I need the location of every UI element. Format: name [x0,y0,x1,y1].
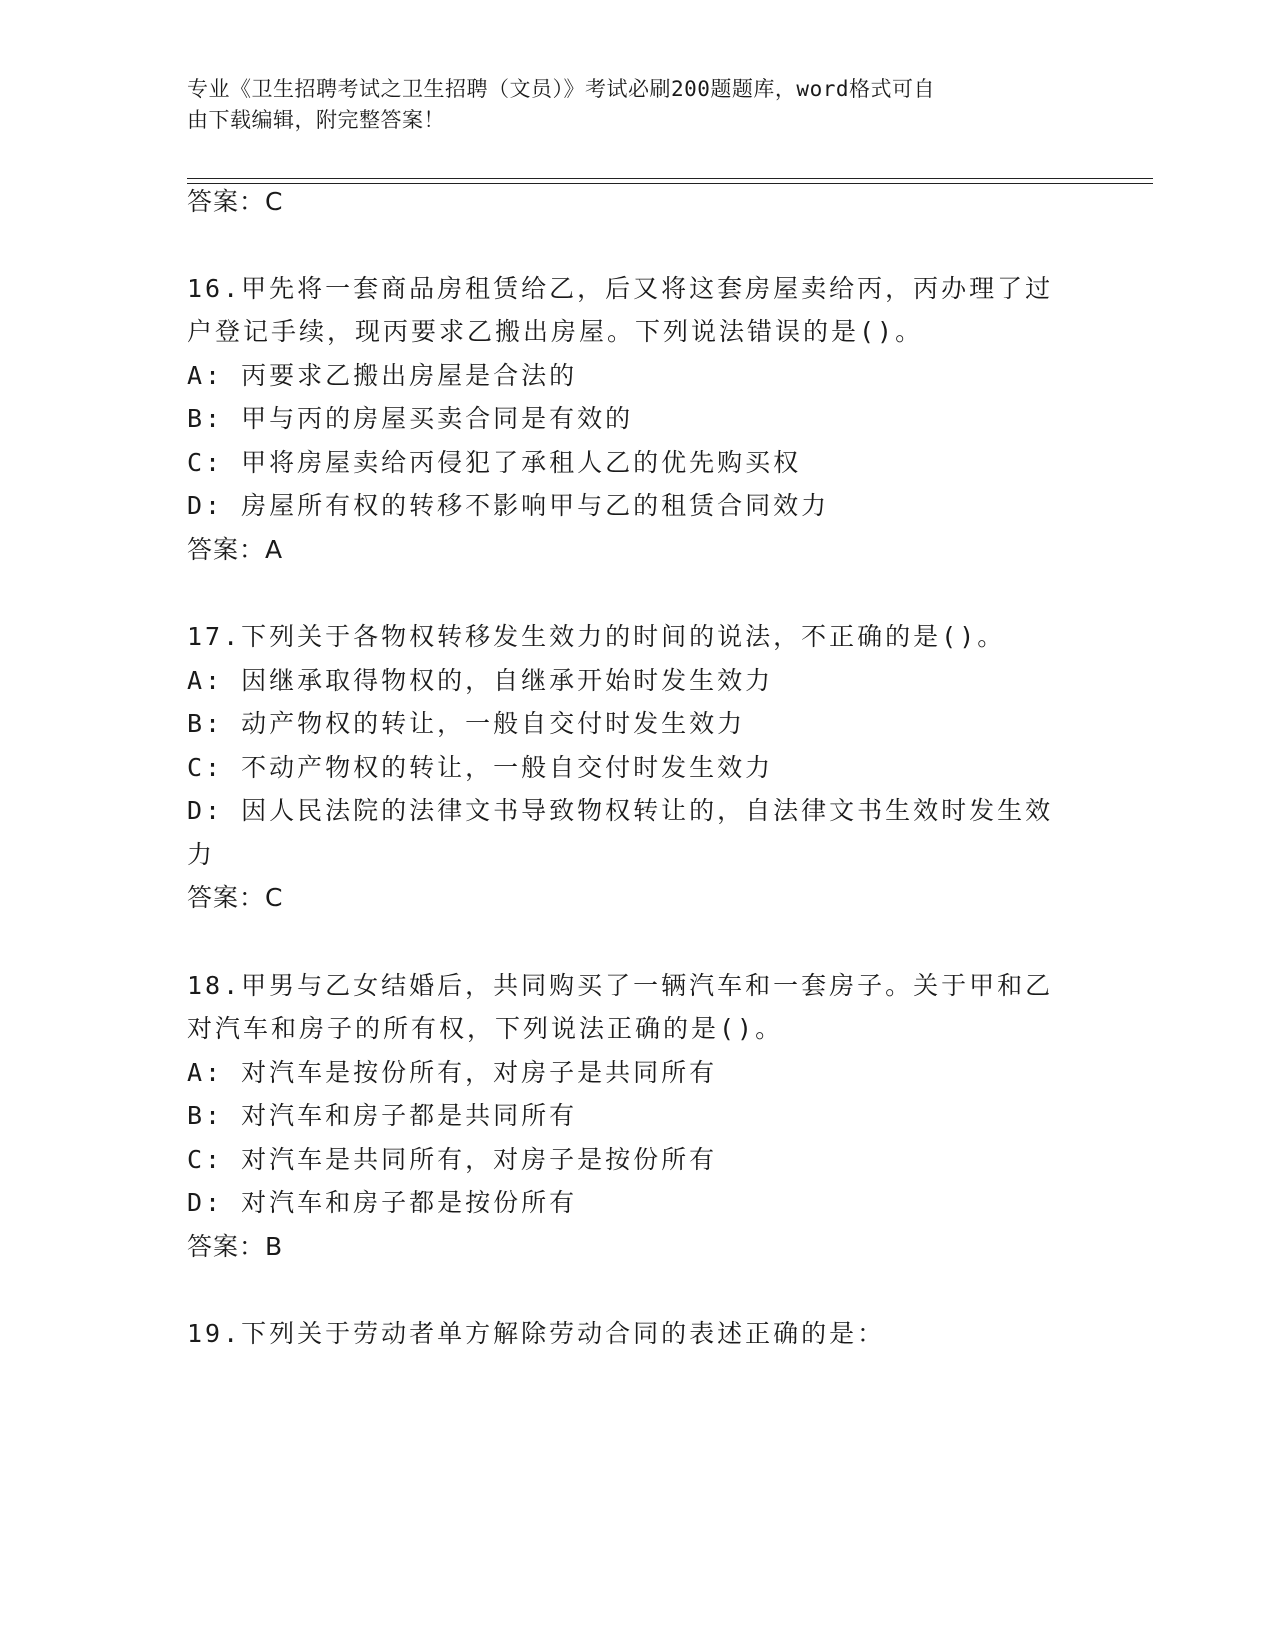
answer-15: 答案：C [187,187,284,216]
question-17-stem-line-1: 17.下列关于各物权转移发生效力的时间的说法，不正确的是()。 [187,622,1006,651]
question-18-stem-line-1: 18.甲男与乙女结婚后，共同购买了一辆汽车和一套房子。关于甲和乙 [187,971,1054,1000]
answer-17: 答案：C [187,883,284,912]
question-16-option-a: A: 丙要求乙搬出房屋是合法的 [187,361,578,390]
question-18-option-a: A: 对汽车是按份所有，对房子是共同所有 [187,1058,718,1087]
answer-18: 答案：B [187,1232,284,1261]
question-16-option-b: B: 甲与丙的房屋买卖合同是有效的 [187,404,634,433]
answer-16: 答案：A [187,535,284,564]
question-16-stem-line-2: 户登记手续，现丙要求乙搬出房屋。下列说法错误的是()。 [187,317,924,346]
question-18-stem-line-2: 对汽车和房子的所有权，下列说法正确的是()。 [187,1014,784,1043]
question-17-option-b: B: 动产物权的转让，一般自交付时发生效力 [187,709,746,738]
question-16-option-c: C: 甲将房屋卖给丙侵犯了承租人乙的优先购买权 [187,448,802,477]
question-17-option-c: C: 不动产物权的转让，一般自交付时发生效力 [187,753,774,782]
question-18-option-c: C: 对汽车是共同所有，对房子是按份所有 [187,1145,718,1174]
question-18-option-b: B: 对汽车和房子都是共同所有 [187,1101,578,1130]
question-18-option-d: D: 对汽车和房子都是按份所有 [187,1188,578,1217]
header-divider-bottom [187,183,1153,184]
question-16-option-d: D: 房屋所有权的转移不影响甲与乙的租赁合同效力 [187,491,830,520]
header-line-2: 由下载编辑，附完整答案！ [187,108,445,132]
header-divider-top [187,178,1153,179]
question-16-stem-line-1: 16.甲先将一套商品房租赁给乙，后又将这套房屋卖给丙，丙办理了过 [187,274,1054,303]
header-line-1: 专业《卫生招聘考试之卫生招聘（文员）》考试必刷200题题库，word格式可自 [187,77,935,101]
question-19-stem-line-1: 19.下列关于劳动者单方解除劳动合同的表述正确的是： [187,1319,886,1348]
page-header [187,74,1067,136]
question-17-option-d-line-1: D: 因人民法院的法律文书导致物权转让的，自法律文书生效时发生效 [187,796,1054,825]
question-17-option-a: A: 因继承取得物权的，自继承开始时发生效力 [187,666,774,695]
question-17-option-d-line-2: 力 [187,840,216,869]
